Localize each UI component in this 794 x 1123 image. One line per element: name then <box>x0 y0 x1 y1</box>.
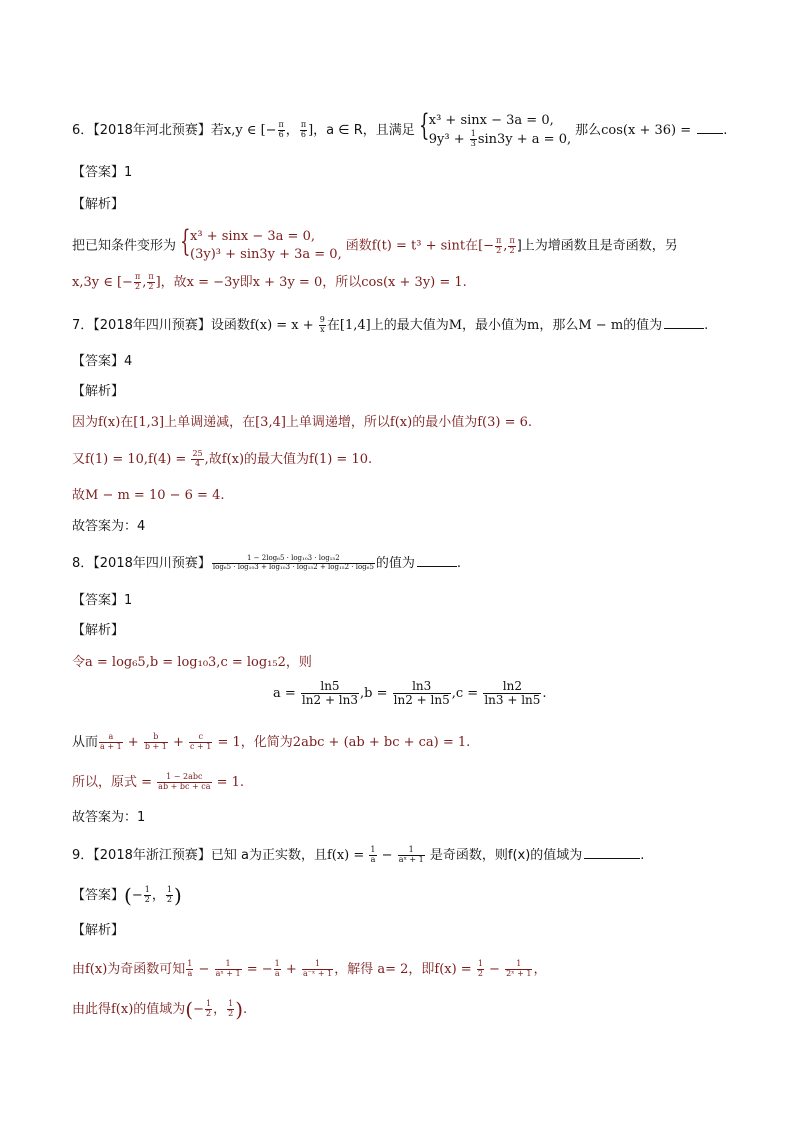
q9-solution-line2: 由此得f(x)的值域为(− $\frac{1}{2}$ ， $\frac{1}{2}$ ). <box>72 997 248 1022</box>
q7-solution-line2: 又f(1) = 10,f(4) = $\frac{25}{4}$ ,故f(x)的最大值为f(1) = 10. <box>72 449 373 468</box>
answer-blank <box>417 554 457 567</box>
q9-answer: 【答案】(− $\frac{1}{2}$ ， $\frac{1}{2}$ ) <box>72 883 182 908</box>
q6-line: 6．【2018年河北预赛】若x,y ∈ [− $\frac{\pi}{6}$ ， $\frac{\pi}{6}$ ]，a ∈ R，且满足 { x³ + sinx − 3a = 0, 9y³ + $\frac{1}{3}$ sin3y + a = 0, 那么cos(x + 36) = . <box>72 108 728 148</box>
answer-label: 【答案】4 <box>72 354 133 369</box>
q8-solution-line4: 所以，原式 = $\frac{\text{1 − 2abc}}{ab + bc + ca}$ = 1. <box>72 772 245 791</box>
q8-display-equation: a = $\frac{\ln 5}{\ln 2 + \ln 3}$ ,b = $\frac{\ln 3}{\ln 2 + \ln 5}$ ,c = $\frac{\ln 2}{\ln 3 + \ln 5}$ . <box>273 679 547 708</box>
frac-pi-6: $\frac{\pi}{6}$ <box>278 120 284 139</box>
q7-line: 7．【2018年四川预赛】设函数f(x) = x + $\frac{9}{x}$ 在[1,4]上的最大值为M，最小值为m，那么M − m的值为 . <box>72 315 709 334</box>
q8-solution-line1: 令a = log₆5,b = log₁₀3,c = log₁₅2，则 <box>72 655 312 670</box>
q8-solution-line3: 从而 $\frac{a}{a + 1}$ + $\frac{b}{b + 1}$ + $\frac{c}{c + 1}$ = 1，化简为2abc + (ab + bc + ca) = 1. <box>72 732 471 751</box>
q8-fraction: $\frac{\text{1 − 2log₆5 · log₁₀3 · log₁₅2}}{\text{log₆5 · log₁₀3 + log₁₀3 · log₁₅2 + log₁₅2 · log₆5}}$ <box>212 554 374 571</box>
q6-solution-line1: 把已知条件变形为 { x³ + sinx − 3a = 0, (3y)³ + sin3y + 3a = 0, 函数f(t) = t³ + sint在[− $\frac{\pi}{2}$ , $\frac{\pi}{2}$ ]上为增函数且是奇函数，另 <box>72 224 678 262</box>
q6-prefix: 6．【2018年河北预赛】若 <box>72 122 224 138</box>
frac-pi-6b: $\frac{\pi}{6}$ <box>300 120 307 139</box>
q8-line: 8．【2018年四川预赛】 $\frac{\text{1 − 2log₆5 · log₁₀3 · log₁₅2}}{\text{log₆5 · log₁₀3 + log₁₀3 · log₁₅2 + log₁₅2 · log₆5}}$ 的值为 . <box>72 554 462 571</box>
answer-blank <box>697 121 723 134</box>
analysis-label: 【解析】 <box>72 623 125 638</box>
analysis-label: 【解析】 <box>72 923 125 938</box>
answer-blank <box>664 316 704 329</box>
analysis-label: 【解析】 <box>72 384 125 399</box>
q9-line: 9．【2018年浙江预赛】已知 a为正实数，且f(x) = $\frac{1}{a}$ − $\frac{1}{\text{aˣ + 1}}$ 是奇函数，则f(x)的值域为 . <box>72 845 645 864</box>
answer-blank <box>584 846 640 859</box>
answer-label: 【答案】1 <box>72 165 133 180</box>
q7-solution-line1: 因为f(x)在[1,3]上单调递减，在[3,4]上单调递增，所以f(x)的最小值为f(3) = 6. <box>72 415 532 430</box>
q7-solution-line4: 故答案为：4 <box>72 519 146 534</box>
analysis-label: 【解析】 <box>72 197 125 212</box>
q8-solution-line5: 故答案为：1 <box>72 810 146 825</box>
q6-system: { x³ + sinx − 3a = 0, 9y³ + $\frac{1}{3}$ sin3y + a = 0, <box>418 108 572 148</box>
q9-solution-line1: 由f(x)为奇函数可知 $\frac{1}{a}$ − $\frac{1}{\text{aˣ + 1}}$ = − $\frac{1}{a}$ + $\frac{1}{\text{a⁻ˣ + 1}}$ ，解得 a= 2，即f(x) = $\frac{1}{2}$ − $\frac{1}{\text{2ˣ + 1}}$ ， <box>72 959 547 978</box>
q7-solution-line3: 故M − m = 10 − 6 = 4. <box>72 488 225 503</box>
answer-label: 【答案】1 <box>72 593 133 608</box>
q6-solution-line2: x,3y ∈ [− $\frac{\pi}{2}$ , $\frac{\pi}{2}$ ]，故x = −3y即x + 3y = 0，所以cos(x + 3y) = 1. <box>72 272 467 291</box>
